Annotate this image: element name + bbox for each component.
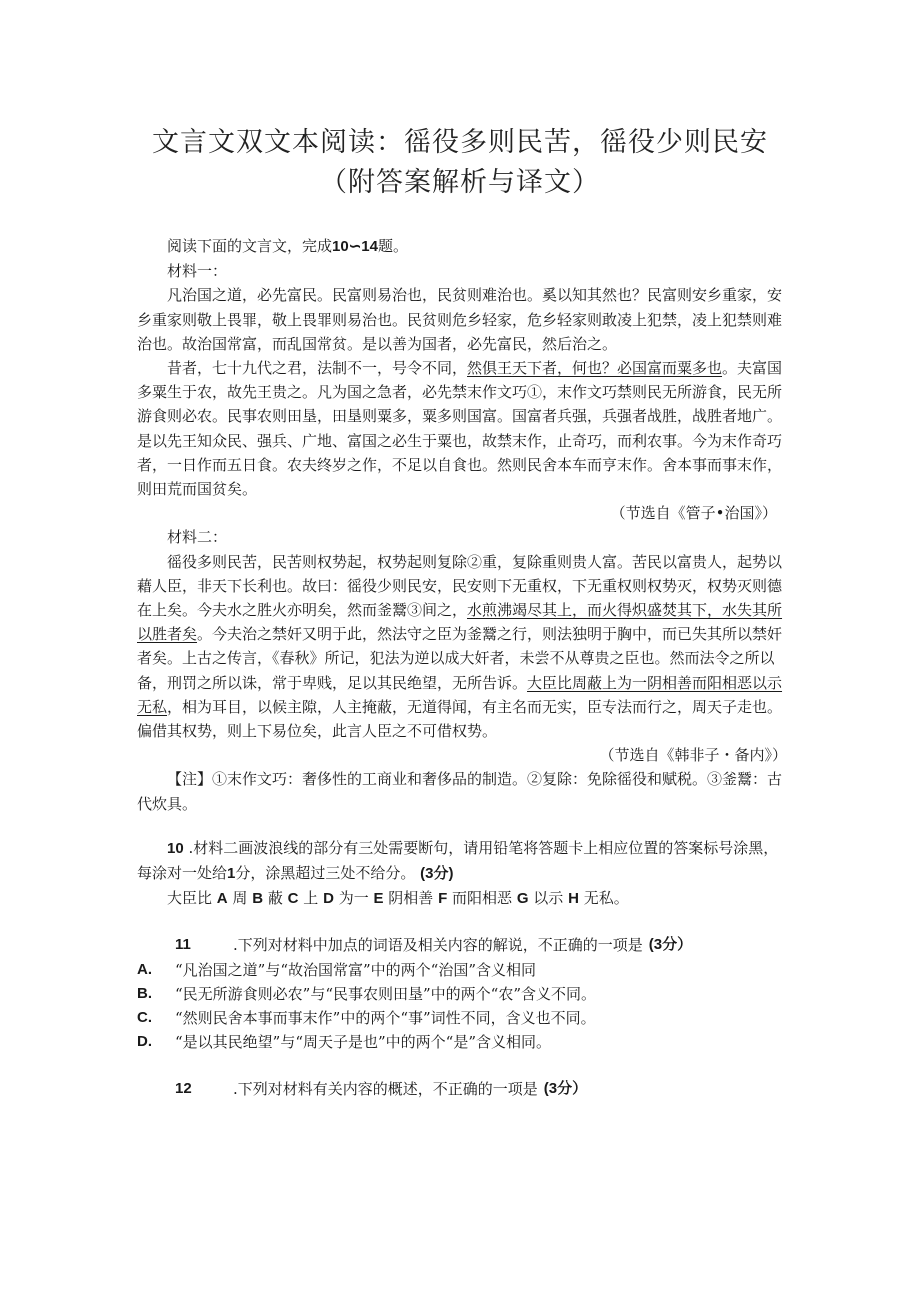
segment: 上	[303, 889, 319, 908]
break-mark[interactable]: H	[568, 890, 579, 908]
option-b[interactable]: B. “民无所游食则必农”与“民事农则田垦”中的两个“农”含义不同。	[137, 984, 597, 1003]
break-mark[interactable]: B	[252, 890, 264, 908]
segment: 以示	[533, 889, 564, 908]
annotation-note: 【注】①末作文巧：奢侈性的工商业和奢侈品的制造。②复除：免除徭役和赋税。③釜鬵：古代炊具。	[137, 770, 783, 813]
question-range: 10∽14	[332, 238, 378, 255]
segment: 周	[232, 889, 248, 908]
option-a[interactable]: A. “凡治国之道”与“故治国常富”中的两个“治国”含义相同	[137, 960, 537, 979]
material2-source: （节选自《韩非子・备内》）	[599, 746, 787, 765]
sentence-break-options	[137, 886, 787, 911]
break-mark[interactable]: C	[287, 890, 299, 908]
material2-paragraph: 徭役多则民苦，民苦则权势起，权势起则复除②重，复除重则贵人富。苦民以富贵人，起势以藉人臣，非天下长利也。故曰：徭役少则民安，民安则下无重权，下无重权则权势灭，权势灭则德在上矣。今夫水之胜火亦明矣，然而釜鬵③间之，水煎沸竭尽其上，而火得炽盛焚其下，水失其所以胜者矣。今夫治之禁奸又明于此，然法守之臣为釜鬵之行，则法独明于胸中，而已失其所以禁奸者矣。上古之传言，《春秋》所记，犯法为逆以成大奸者，未尝不从尊贵之臣也。然而法令之所以备，刑罚之所以诛，常于卑贱，足以其民绝望，无所告诉。大臣比周蔽上为一阴相善而阳相恶以示无私，相为耳目，以候主隙，人主掩蔽，无道得闻，有主名而无实，臣专法而行之，周天子走也。偏借其权势，则上下易位矣，此言人臣之不可借权势。	[137, 552, 783, 741]
question-number: 12	[175, 1079, 192, 1097]
underlined-sentence: 然俱王天下者，何也？必国富而粟多也	[467, 359, 723, 378]
segment: 阴相善	[388, 889, 434, 908]
question-number: 11	[175, 936, 191, 954]
question-11: 11 .下列对材料中加点的词语及相关内容的解说，不正确的一项是 (3分）	[137, 933, 787, 957]
question-12: 12 .下列对材料有关内容的概述，不正确的一项是 (3分）	[137, 1077, 787, 1101]
intro-line: 阅读下面的文言文，完成10∽14题。	[167, 237, 408, 255]
material1-paragraph2: 昔者，七十九代之君，法制不一，号令不同，然俱王天下者，何也？必国富而粟多也。夫富国多粟生于农，故先王贵之。凡为国之急者，必先禁末作文巧①，末作文巧禁则民无所游食，民无所游食则必农。民事农则田垦，田垦则粟多，粟多则国富。国富者兵强，兵强者战胜，战胜者地广。是以先王知众民、强兵、广地、富国之必生于粟也，故禁末作，止奇巧，而利农事。今为末作奇巧者，一日作而五日食。农夫终岁之作，不足以自食也。然则民舍本车而亨末作。舍本事而事末作，则田荒而国贫矣。	[137, 359, 783, 499]
doc-title-line1: 文言文双文本阅读：徭役多则民苦，徭役少则民安	[152, 127, 768, 158]
wavy-line-sentence: 大臣比周蔽上为一阴相善而阳相恶以示无私	[137, 673, 783, 716]
document-body	[137, 234, 787, 1101]
break-mark[interactable]: F	[438, 890, 448, 908]
break-mark[interactable]: E	[373, 890, 384, 908]
segment: 大臣比	[167, 889, 213, 908]
segment: 而阳相恶	[452, 889, 513, 908]
option-d[interactable]: D. “是以其民绝望”与“周天子是也”中的两个“是”含义相同。	[137, 1033, 552, 1052]
segment: 为一	[338, 889, 369, 908]
material2-label: 材料二：	[167, 528, 228, 547]
break-mark[interactable]: G	[516, 890, 529, 908]
break-mark[interactable]: A	[216, 890, 228, 908]
question-10: 10 .材料二画波浪线的部分有三处需要断句，请用铅笔将答题卡上相应位置的答案标号涂黑，每涂对一处给1分，涂黑超过三处不给分。 (3分)	[137, 838, 779, 883]
break-mark[interactable]: D	[323, 890, 334, 908]
material1-source: （节选自《管子•治国》）	[610, 504, 777, 523]
option-c[interactable]: C. “然则民舍本事而事末作”中的两个“事”词性不同，含义也不同。	[137, 1009, 596, 1028]
underlined-sentence: 水煎沸竭尽其上，而火得炽盛焚其下，水失其所以胜者矣	[137, 601, 783, 644]
doc-title-line2: （附答案解析与译文）	[320, 167, 600, 198]
segment: 蔽	[267, 889, 283, 908]
question-number: 10	[167, 839, 184, 857]
material1-paragraph1: 凡治国之道，必先富民。民富则易治也，民贫则难治也。奚以知其然也？民富则安乡重家，安乡重家则敬上畏罪，敬上畏罪则易治也。民贫则危乡轻家，危乡轻家则敢凌上犯禁，凌上犯禁则难治也。故治国常富，而乱国常贫。是以善为国者，必先富民，然后治之。	[137, 286, 783, 353]
segment: 无私。	[583, 889, 629, 908]
material1-label: 材料一：	[167, 262, 228, 281]
